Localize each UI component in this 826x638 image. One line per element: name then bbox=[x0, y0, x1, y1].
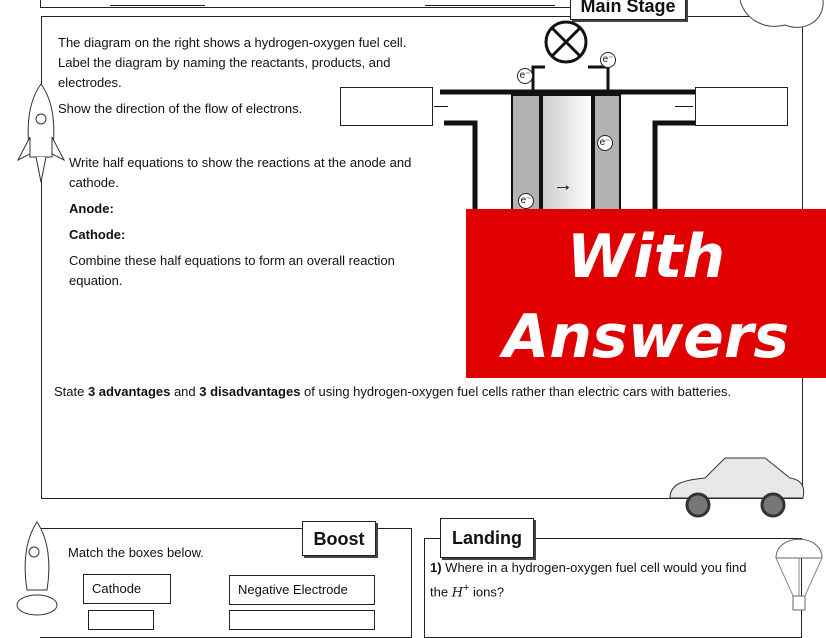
text: State bbox=[54, 384, 88, 399]
question-text: the bbox=[430, 584, 452, 600]
electron-flow-instruction: Show the direction of the flow of electrons. bbox=[58, 101, 303, 116]
arrow-left-icon bbox=[675, 106, 693, 107]
answer-line bbox=[425, 5, 555, 6]
previous-section-frame bbox=[40, 0, 580, 8]
cathode-label: Cathode: bbox=[69, 227, 126, 242]
ion-charge: + bbox=[463, 582, 470, 594]
electron-icon: e⁻ bbox=[518, 193, 534, 209]
label-box-right[interactable] bbox=[695, 87, 788, 126]
match-box-left[interactable] bbox=[88, 610, 154, 630]
match-box-right[interactable] bbox=[229, 610, 375, 630]
question-number: 1) bbox=[430, 560, 442, 575]
flow-arrow-icon: → bbox=[553, 174, 573, 196]
match-box-left[interactable]: Cathode bbox=[83, 574, 171, 604]
intro-line: electrodes. bbox=[58, 75, 122, 90]
main-stage-title: Main Stage bbox=[570, 0, 686, 20]
advantages-question bbox=[54, 382, 794, 402]
combine-line: equation. bbox=[69, 273, 123, 288]
combine-line: Combine these half equations to form an overall reaction bbox=[69, 253, 395, 268]
boost-title: Boost bbox=[302, 521, 376, 556]
landing-question-1 bbox=[430, 558, 790, 603]
electron-icon: e⁻ bbox=[600, 52, 616, 68]
question-text: ions? bbox=[469, 584, 505, 600]
arrow-right-icon bbox=[434, 106, 448, 107]
answer-line bbox=[110, 5, 205, 6]
question-text: Where in a hydrogen-oxygen fuel cell would you find bbox=[441, 560, 747, 575]
with-answers-banner bbox=[466, 209, 826, 378]
intro-line: The diagram on the right shows a hydrogen-oxygen fuel cell. bbox=[58, 35, 407, 50]
electron-icon: e⁻ bbox=[517, 68, 533, 84]
text: and bbox=[170, 384, 200, 399]
banner-line-1: With bbox=[566, 222, 726, 292]
landing-title: Landing bbox=[440, 518, 534, 558]
match-instruction: Match the boxes below. bbox=[68, 545, 204, 560]
match-box-right[interactable]: Negative Electrode bbox=[229, 575, 375, 605]
banner-line-2: Answers bbox=[502, 302, 790, 372]
rocket-icon bbox=[12, 520, 62, 619]
electron-icon: e⁻ bbox=[597, 135, 613, 151]
car-icon bbox=[665, 448, 810, 523]
text: of using hydrogen-oxygen fuel cells rather than electric cars with batteries. bbox=[300, 384, 732, 399]
fuel-cell-diagram bbox=[430, 15, 730, 225]
ion-symbol: H bbox=[451, 585, 464, 601]
bold-text: 3 advantages bbox=[87, 384, 171, 399]
half-eq-line: cathode. bbox=[69, 175, 119, 190]
bold-text: 3 disadvantages bbox=[199, 384, 301, 399]
intro-line: Label the diagram by naming the reactants, products, and bbox=[58, 55, 391, 70]
anode-label: Anode: bbox=[69, 201, 114, 216]
label-box-left[interactable] bbox=[340, 87, 433, 126]
parachute-icon bbox=[772, 528, 826, 619]
cloud-icon bbox=[735, 0, 826, 35]
half-eq-line: Write half equations to show the reactions at the anode and bbox=[69, 155, 412, 170]
